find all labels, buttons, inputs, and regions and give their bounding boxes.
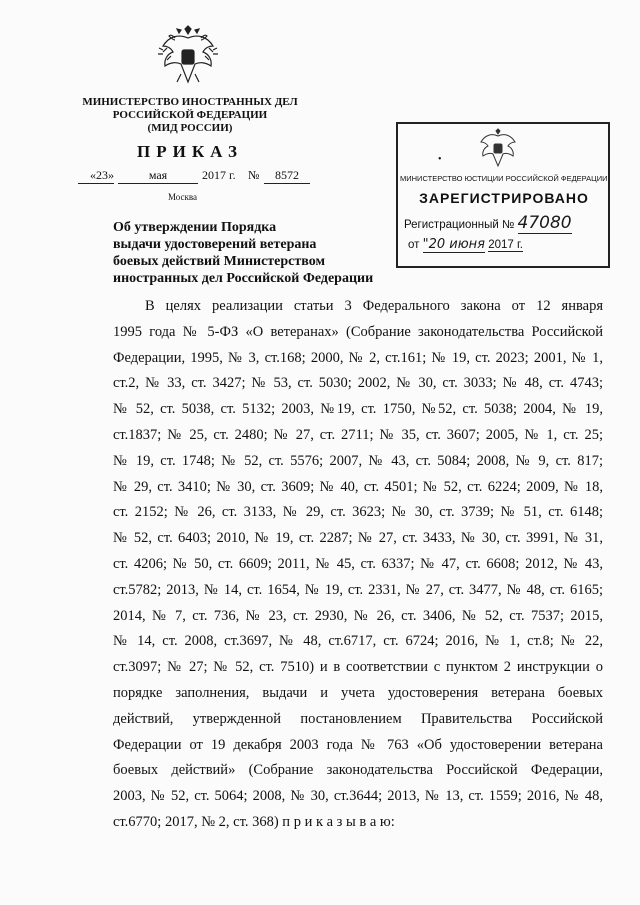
stamp-registered: ЗАРЕГИСТРИРОВАНО <box>419 190 589 206</box>
body-line: ст.1837; № 25, ст. 2480; № 27, ст. 2711; № 35, ст. 3607; 2005, № 1, ст. 25; <box>113 426 603 443</box>
subject-line: боевых действий Министерством <box>113 254 325 269</box>
subject-line: Об утверждении Порядка <box>113 220 277 235</box>
stamp-ministry: МИНИСТЕРСТВО ЮСТИЦИИ РОССИЙСКОЙ ФЕДЕРАЦИИ <box>400 174 608 183</box>
body-line: ст. 4206; № 50, ст. 6609; 2011, № 45, ст. 6337; № 47, ст. 6608; 2012, № 43, <box>113 555 603 572</box>
body-line: ст.6770; 2017, № 2, ст. 368) п р и к а з ы в а ю: <box>113 813 395 830</box>
order-month: мая <box>118 168 198 184</box>
body-line: Федерации, 1995, № 3, ст.168; 2000, № 2, ст.161; № 19, ст. 2023; 2001, № 1, <box>113 349 603 366</box>
stamp-reg-label: Регистрационный № <box>404 219 515 231</box>
registration-stamp <box>396 122 610 268</box>
body-line: № 52, ст. 6403; 2010, № 19, ст. 2287; № 27, ст. 3433, № 30, ст. 3991, № 31, <box>113 530 603 547</box>
stamp-mark-icon: • <box>438 154 442 165</box>
ministry-line: (МИД РОССИИ) <box>147 122 233 134</box>
body-line: 2003, № 52, ст. 5064; 2008, № 30, ст.3644; 2013, № 13, ст. 1559; 2016, № 48, <box>113 788 603 805</box>
stamp-reg-number-line <box>404 213 572 233</box>
order-number-label: № <box>248 168 260 182</box>
body-line: ст.5782; 2013, № 14, ст. 1654, № 19, ст. 2331, № 27, ст. 3477, № 48, ст. 6165; <box>113 581 603 598</box>
body-line: ст. 2152; № 26, ст. 3133, № 29, ст. 3623; № 30, ст. 3739; № 51, ст. 6148; <box>113 504 603 521</box>
coat-of-arms-icon <box>155 24 221 90</box>
subject-line: иностранных дел Российской Федерации <box>113 271 374 286</box>
body-line: ст.2, № 33, ст. 3427; № 53, ст. 5030; 2002, № 30, ст. 3033; № 48, ст. 4743; <box>113 375 603 392</box>
body-line: 1995 года № 5-ФЗ «О ветеранах» (Собрание законодательства Российской <box>113 323 603 340</box>
body-line: № 19, ст. 1748; № 52, ст. 5576; 2007, № 43, ст. 5084; 2008, № 9, ст. 817; <box>113 452 603 469</box>
body-line: В целях реализации статьи 3 Федерального закона от 12 января <box>145 298 603 314</box>
order-body <box>113 294 603 836</box>
body-line: 2014, № 7, ст. 736, № 23, ст. 2930, № 26, ст. 3406, № 52, ст. 7537; 2015, <box>113 607 603 624</box>
order-day: «23» <box>78 168 114 184</box>
ministry-line: МИНИСТЕРСТВО ИНОСТРАННЫХ ДЕЛ <box>82 96 298 108</box>
stamp-reg-number: 47080 <box>517 213 572 233</box>
stamp-date-line <box>408 237 523 252</box>
body-line: ст.3097; № 27; № 52, ст. 7510) и в соответствии с пунктом 2 инструкции о <box>113 659 603 676</box>
body-line: порядке заполнения, выдачи и учета удостоверения ветерана боевых <box>113 684 603 701</box>
ministry-header <box>70 96 310 135</box>
ministry-line: РОССИЙСКОЙ ФЕДЕРАЦИИ <box>112 109 268 121</box>
order-year: 2017 г. <box>202 168 236 182</box>
body-line: № 52, ст. 5038, ст. 5132; 2003, №19, ст. 1750, №52, ст. 5038; 2004, № 19, <box>113 401 603 418</box>
stamp-emblem-icon <box>476 128 520 170</box>
body-line: Федерации от 19 декабря 2003 года № 763 «Об удостоверении ветерана <box>113 736 603 753</box>
body-line: боевых действий» (Собрание законодательства Российской Федерации, <box>113 762 603 779</box>
order-number: 8572 <box>264 168 310 184</box>
stamp-date-prefix: от <box>408 239 420 251</box>
stamp-date-handwritten: "20 июня <box>422 237 485 252</box>
stamp-date-year: 2017 г. <box>488 239 523 251</box>
order-subject <box>113 219 373 287</box>
body-line: действий, утвержденной постановлением Правительства Российской <box>113 710 603 727</box>
body-line: № 14, ст. 2008, ст.3697, № 48, ст.6717, ст. 6724; 2016, № 1, ст.8; № 22, <box>113 633 603 650</box>
body-line: № 29, ст. 3410; № 30, ст. 3609; № 40, ст. 4501; № 52, ст. 6224; 2009, № 18, <box>113 478 603 495</box>
subject-line: выдачи удостоверений ветерана <box>113 237 317 252</box>
document-type-title: ПРИКАЗ <box>137 142 243 161</box>
order-city: Москва <box>168 192 197 202</box>
